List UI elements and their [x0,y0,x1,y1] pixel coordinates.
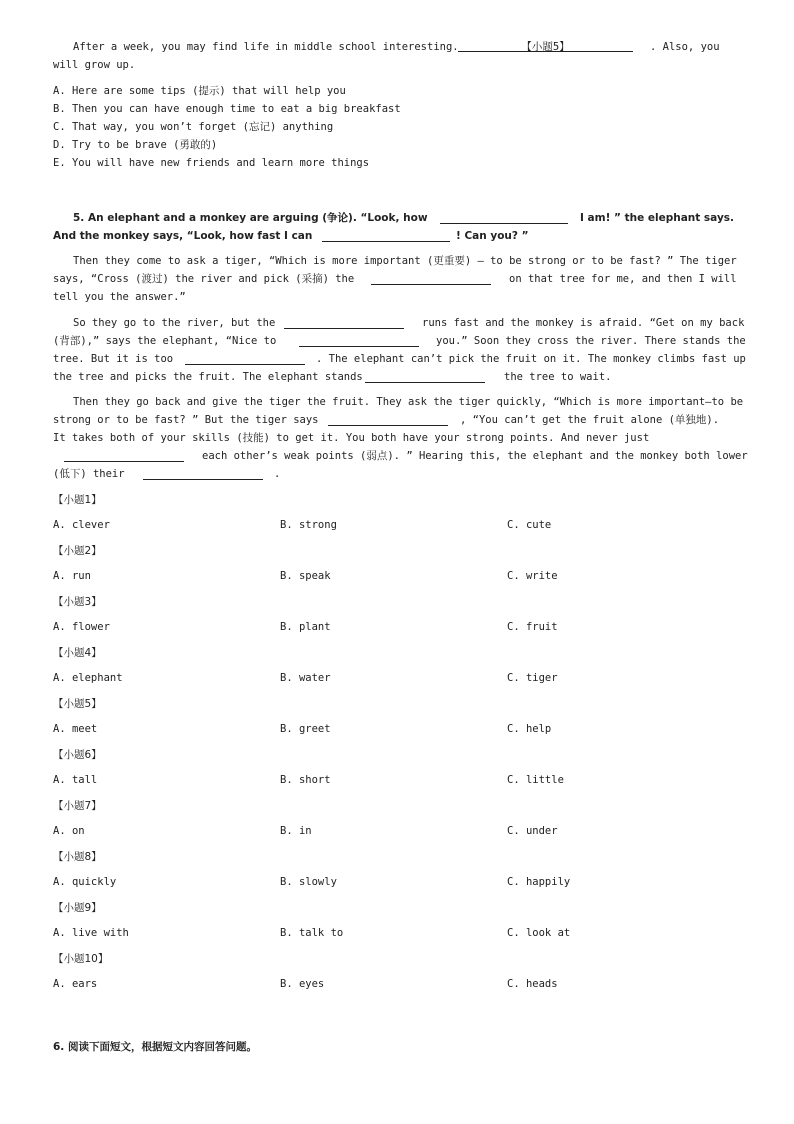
q5-p1-line-1: Then they come to ask a tiger, “Which is more important (更重要) — to be strong or to be fast? ” The tiger [73,255,737,267]
option-a[interactable]: A. on [53,825,85,837]
q5-p2-line-3-end: . The elephant can’t pick the fruit on it. The monkey climbs fast up [316,353,746,365]
option-c[interactable]: C. cute [507,519,552,531]
q5-blank-10[interactable] [143,468,263,480]
q5-p3-line-3: It takes both of your skills (技能) to get it. You both have your strong points. And never just [53,432,650,444]
q5-blank-2[interactable] [322,230,450,242]
option-a[interactable]: A. flower [53,621,110,633]
option-a[interactable]: A. live with [53,927,129,939]
q5-p1-line-2: says, “Cross (渡过) the river and pick (采摘) the [53,273,355,285]
option-b[interactable]: B. speak [280,570,331,582]
q5-heading-line-2: And the monkey says, “Look, how fast I can [53,230,313,242]
p4-option-b: B. Then you can have enough time to eat a big breakfast [53,103,401,115]
p4-option-c: C. That way, you won’t forget (忘记) anything [53,121,334,133]
option-a[interactable]: A. quickly [53,876,117,888]
q5-blank-7[interactable] [365,371,485,383]
option-b[interactable]: B. slowly [280,876,337,888]
option-a[interactable]: A. elephant [53,672,123,684]
q5-p2-line-1-end: runs fast and the monkey is afraid. “Get on my back [422,317,745,329]
option-b[interactable]: B. in [280,825,312,837]
q5-p2-line-2: (背部),” says the elephant, “Nice to [53,335,277,347]
question-label: 【小题5】 [53,698,102,710]
q5-heading-line-1: 5. An elephant and a monkey are arguing (争论). “Look, how [73,212,428,224]
question-label: 【小题3】 [53,596,102,608]
p4-line-2: will grow up. [53,59,136,71]
q5-blank-5[interactable] [299,335,419,347]
option-c[interactable]: C. under [507,825,558,837]
option-c[interactable]: C. heads [507,978,558,990]
answer-blank[interactable] [458,40,633,52]
option-a[interactable]: A. tall [53,774,98,786]
option-c[interactable]: C. little [507,774,564,786]
p4-option-d: D. Try to be brave (勇敢的) [53,139,218,151]
q5-blank-3[interactable] [371,273,491,285]
q5-blank-6[interactable] [185,353,305,365]
p4-option-e: E. You will have new friends and learn more things [53,157,370,169]
q5-p2-line-4-end: the tree to wait. [504,371,612,383]
option-c[interactable]: C. happily [507,876,571,888]
q5-p3-line-5-end: . [274,468,281,480]
option-c[interactable]: C. fruit [507,621,558,633]
question-tag: 【小题5】 [521,41,570,53]
q5-p2-line-2-end: you.” Soon they cross the river. There stands the [436,335,746,347]
q5-p2-line-3: tree. But it is too [53,353,174,365]
q5-blank-8[interactable] [328,414,448,426]
question-label: 【小题7】 [53,800,102,812]
option-b[interactable]: B. eyes [280,978,325,990]
question-label: 【小题9】 [53,902,102,914]
question-label: 【小题2】 [53,545,102,557]
option-b[interactable]: B. strong [280,519,337,531]
option-b[interactable]: B. talk to [280,927,344,939]
option-a[interactable]: A. run [53,570,91,582]
question-label: 【小题6】 [53,749,102,761]
option-b[interactable]: B. water [280,672,331,684]
q5-p1-line-2-end: on that tree for me, and then I will [509,273,737,285]
question-label: 【小题1】 [53,494,102,506]
q5-blank-9[interactable] [64,450,184,462]
p4-line-1: After a week, you may find life in middle school interesting. [73,41,459,53]
q5-p1-line-3: tell you the answer.” [53,291,186,303]
p4-blank-5 [458,40,633,54]
q5-p3-line-1: Then they go back and give the tiger the fruit. They ask the tiger quickly, “Which is more important—to be [73,396,744,408]
question-label: 【小题4】 [53,647,102,659]
p4-line-1-end: . Also, you [650,41,720,53]
q5-p2-line-4: the tree and picks the fruit. The elephant stands [53,371,363,383]
option-c[interactable]: C. tiger [507,672,558,684]
option-b[interactable]: B. short [280,774,331,786]
q5-p3-line-2-end: , “You can’t get the fruit alone (单独地). [460,414,720,426]
q6-heading: 6. 阅读下面短文，根据短文内容回答问题。 [53,1041,257,1053]
option-c[interactable]: C. look at [507,927,571,939]
option-a[interactable]: A. ears [53,978,98,990]
option-a[interactable]: A. clever [53,519,110,531]
q5-blank-1[interactable] [440,212,568,224]
option-a[interactable]: A. meet [53,723,98,735]
q5-p3-line-2: strong or to be fast? ” But the tiger says [53,414,319,426]
q5-heading-line-1-end: I am! ” the elephant says. [580,212,735,224]
option-c[interactable]: C. help [507,723,552,735]
q5-p3-line-4-end: each other’s weak points (弱点). ” Hearing this, the elephant and the monkey both lower [202,450,748,462]
q5-p2-line-1: So they go to the river, but the [73,317,276,329]
question-label: 【小题8】 [53,851,102,863]
q5-blank-4[interactable] [284,317,404,329]
question-label: 【小题10】 [53,953,109,965]
q5-p3-line-5: (低下) their [53,468,125,480]
p4-option-a: A. Here are some tips (提示) that will help you [53,85,346,97]
q5-heading-line-2-end: ! Can you? ” [456,230,529,242]
option-c[interactable]: C. write [507,570,558,582]
option-b[interactable]: B. plant [280,621,331,633]
option-b[interactable]: B. greet [280,723,331,735]
